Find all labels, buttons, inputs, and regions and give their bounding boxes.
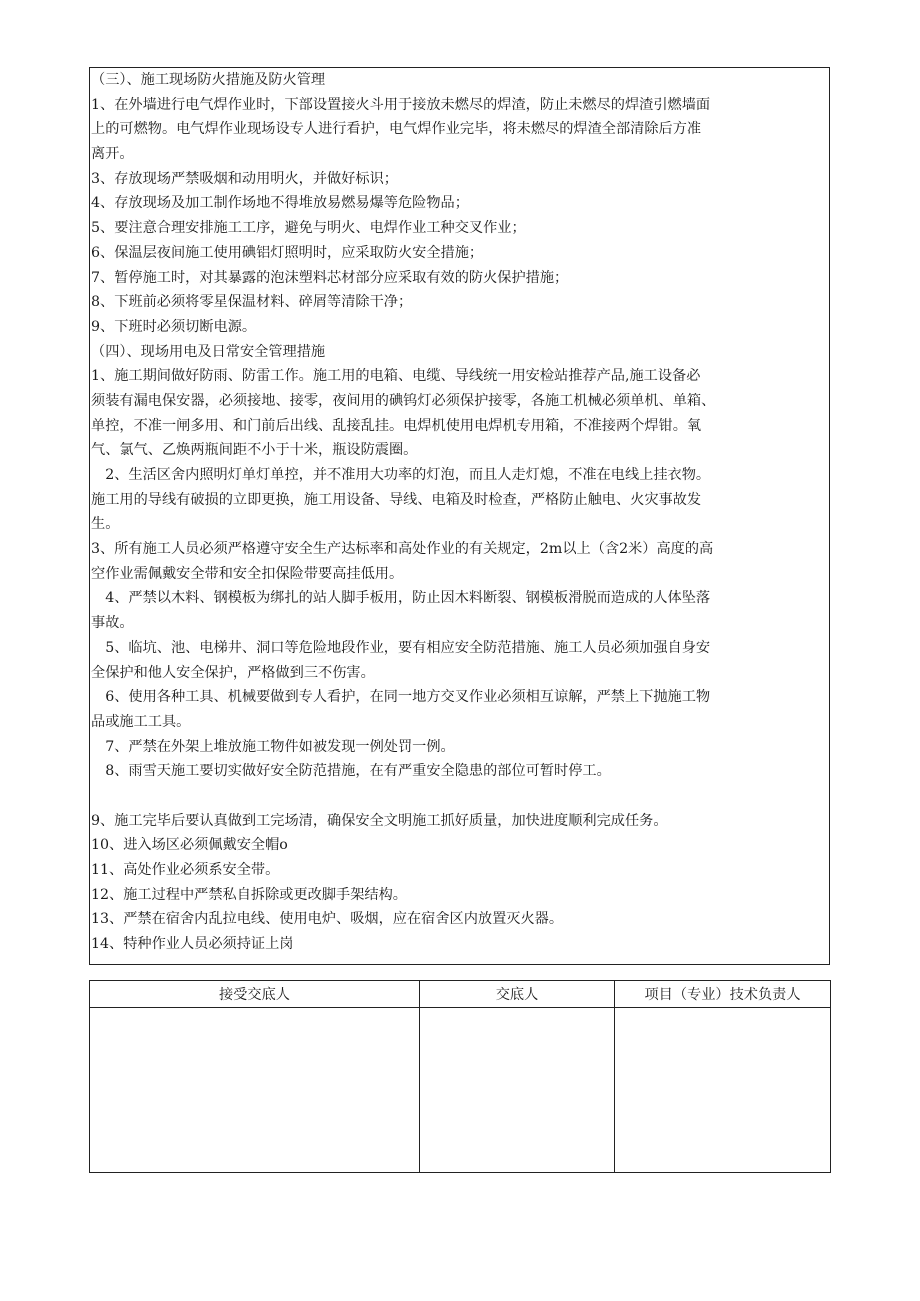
section4-line: 1、施工期间做好防雨、防雷工作。施工用的电箱、电缆、导线统一用安检站推荐产品,施工设备必 bbox=[91, 368, 701, 385]
section3-line: 6、保温层夜间施工使用碘铝灯照明时，应采取防火安全措施； bbox=[91, 244, 484, 261]
section3-line: 7、暂停施工时，对其暴露的泡沫塑料芯材部分应采取有效的防火保护措施； bbox=[91, 269, 569, 286]
blank-spacer bbox=[91, 784, 826, 809]
section4-line: 生。 bbox=[91, 516, 120, 533]
signature-header-row bbox=[90, 981, 831, 1008]
tech-lead-header: 项目（专业）技术负责人 bbox=[615, 981, 831, 1008]
section4-line: 9、施工完毕后要认真做到工完场清，确保安全文明施工抓好质量，加快进度顺利完成任务。 bbox=[91, 812, 668, 829]
recipient-header: 接受交底人 bbox=[90, 981, 420, 1008]
section3-list bbox=[91, 93, 826, 340]
section4-line: 5、临坑、池、电梯井、洞口等危险地段作业，要有相应安全防范措施、施工人员必须加强自身安 bbox=[91, 639, 711, 656]
section4-line: 施工用的导线有破损的立即更换，施工用设备、导线、电箱及时检查，严格防止触电、火灾事故发 bbox=[91, 491, 702, 508]
section4-line: 14、特种作业人员必须持证上岗 bbox=[91, 936, 294, 953]
tech-lead-signature-cell[interactable] bbox=[615, 1008, 831, 1173]
section4-line: 6、使用各种工具、机械要做到专人看护，在同一地方交叉作业必须相互谅解，严禁上下抛施工物 bbox=[91, 689, 711, 706]
document-body bbox=[89, 68, 830, 957]
section4-line: 3、所有施工人员必须严格遵守安全生产达标率和高处作业的有关规定，2m以上（含2米）高度的高 bbox=[91, 541, 714, 558]
section4-line: 事故。 bbox=[91, 615, 134, 632]
section3-line: 8、下班前必须将零星保温材料、碎屑等清除干净； bbox=[91, 294, 413, 311]
section4-line: 8、雨雪天施工要切实做好安全防范措施，在有严重安全隐患的部位可暂时停工。 bbox=[91, 763, 611, 780]
section4-line: 13、严禁在宿舍内乱拉电线、使用电炉、吸烟，应在宿舍区内放置灭火器。 bbox=[91, 911, 564, 928]
section3-line: 9、下班时必须切断电源。 bbox=[91, 318, 257, 335]
section3-heading: （三）、施工现场防火措施及防火管理 bbox=[91, 72, 326, 88]
recipient-signature-cell[interactable] bbox=[90, 1008, 420, 1173]
section3-line: 上的可燃物。电气焊作业现场设专人进行看护，电气焊作业完毕，将未燃尽的焊渣全部清除后方准 bbox=[91, 121, 702, 138]
section4-list-a bbox=[91, 364, 826, 784]
section4-line: 12、施工过程中严禁私自拆除或更改脚手架结构。 bbox=[91, 886, 407, 903]
section4-line: 7、严禁在外架上堆放施工物件如被发现一例处罚一例。 bbox=[91, 738, 455, 755]
section4-line: 10、进入场区必须佩戴安全帽o bbox=[91, 837, 288, 854]
briefer-signature-cell[interactable] bbox=[420, 1008, 615, 1173]
section3-line: 离开。 bbox=[91, 146, 134, 163]
section4-line: 品或施工工具。 bbox=[91, 713, 191, 730]
section4-list-b bbox=[91, 809, 826, 957]
section4-line: 全保护和他人安全保护，严格做到三不伤害。 bbox=[91, 664, 375, 681]
section4-heading: （四）、现场用电及日常安全管理措施 bbox=[91, 343, 326, 360]
signature-table bbox=[89, 980, 831, 1173]
section4-line: 气、氯气、乙焕两瓶间距不小于十米，瓶设防震圈。 bbox=[91, 442, 418, 459]
section4-line: 11、高处作业必须系安全带。 bbox=[91, 862, 280, 878]
signature-row bbox=[90, 1008, 831, 1173]
section4-line: 4、严禁以木料、钢模板为绑扎的站人脚手板用，防止因木料断裂、钢模板滑脱而造成的人体坠落 bbox=[91, 590, 711, 607]
briefer-header: 交底人 bbox=[420, 981, 615, 1008]
section3-line: 3、存放现场严禁吸烟和动用明火，并做好标识； bbox=[91, 170, 398, 187]
section3-line: 1、在外墙进行电气焊作业时，下部设置接火斗用于接放未燃尽的焊渣，防止未燃尽的焊渣引燃墙面 bbox=[91, 96, 711, 113]
section4-line: 2、生活区舍内照明灯单灯单控，并不准用大功率的灯泡，而且人走灯熄，不准在电线上挂衣物。 bbox=[91, 467, 711, 483]
section4-line: 空作业需佩戴安全带和安全扣保险带要高挂低用。 bbox=[91, 565, 404, 582]
section3-line: 5、要注意合理安排施工工序，避免与明火、电焊作业工种交叉作业； bbox=[91, 220, 526, 237]
section3-line: 4、存放现场及加工制作场地不得堆放易燃易爆等危险物品； bbox=[91, 195, 469, 212]
section4-line: 单控，不准一闸多用、和门前后出线、乱接乱挂。电焊机使用电焊机专用箱，不准接两个焊钳。氧 bbox=[91, 417, 702, 434]
section4-line: 须装有漏电保安器，必须接地、接零，夜间用的碘钨灯必须保护接零，各施工机械必须单机、单箱、 bbox=[91, 392, 716, 409]
